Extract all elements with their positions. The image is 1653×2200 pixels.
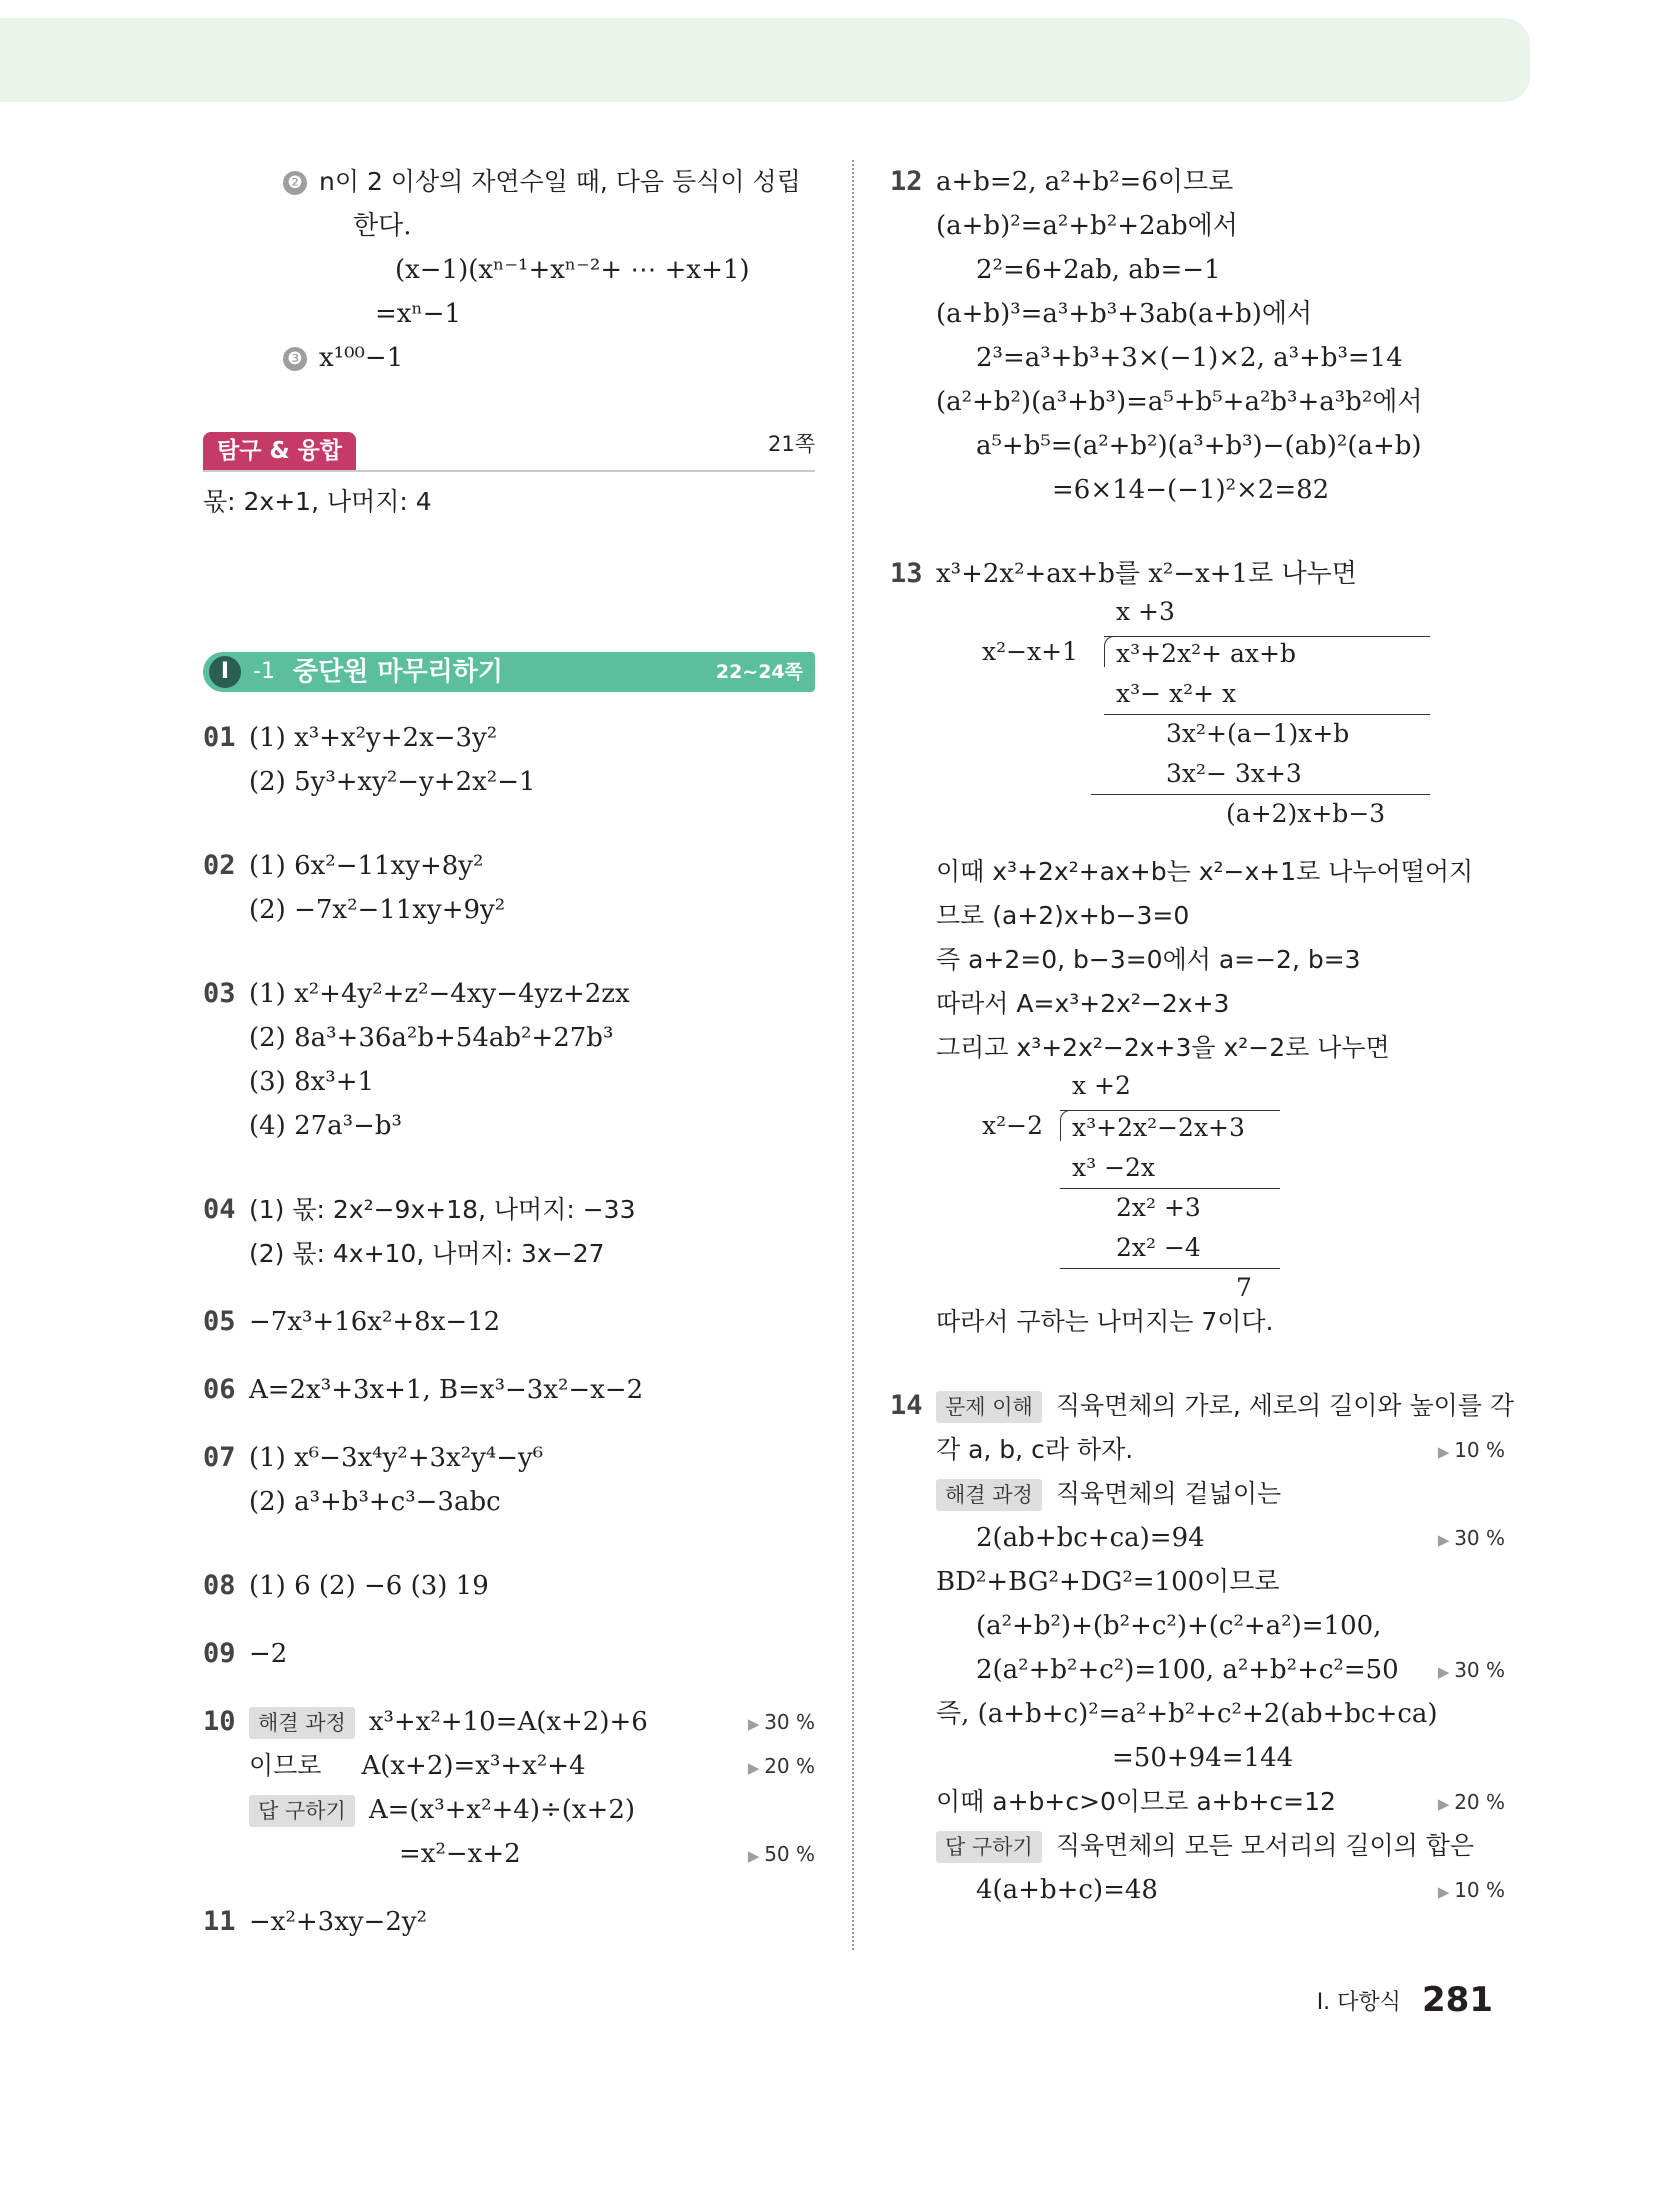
step-tag: 답 구하기 <box>936 1831 1042 1863</box>
explore-page-ref: 21쪽 <box>767 432 815 456</box>
problem-number: 13 <box>890 558 923 589</box>
problem-number: 08 <box>203 1570 236 1601</box>
section-header-bar <box>203 652 815 692</box>
circle-number-3: ❸ <box>283 347 307 371</box>
section-roman-numeral: I <box>209 656 241 688</box>
step-tag: 문제 이해 <box>936 1391 1042 1423</box>
problem-08: 08 (1) 6 (2) −6 (3) 19 <box>203 1564 815 1608</box>
prev-problem-line-4: =xⁿ−1 <box>375 299 462 329</box>
score-percent: ▶ 10 % <box>1438 1868 1505 1914</box>
divisor: x²−2 <box>982 1111 1043 1140</box>
long-division-1: x +3 x²−x+1 x³+2x²+ ax+b x³− x²+ x 3x²+(a−1)x+b 3x²− 3x+3 (a+2)x+b−3 <box>936 596 1536 826</box>
section-number: -1 <box>253 659 275 684</box>
step-tag: 해결 과정 <box>249 1707 355 1739</box>
explore-badge: 탐구 & 융합 <box>203 432 356 470</box>
dividend: x³+2x²+ ax+b <box>1116 639 1296 668</box>
problem-12: 12 a+b=2, a²+b²=6이므로 (a+b)²=a²+b²+2ab에서 2²=6+2ab, ab=−1 (a+b)³=a³+b³+3ab(a+b)에서 2³=a³+b³+3×(−1)×2, a³+b³=14 (a²+b²)(a³+b³)=a⁵+b⁵+a²b³+a³b²에서 a⁵+b⁵=(a²+b²)(a³+b³)−(ab)²(a+b) =6×14−(−1)²×2=82 <box>890 160 1505 512</box>
problem-number: 07 <box>203 1442 236 1473</box>
problem-03: 03 (1) x²+4y²+z²−4xy−4yz+2zx (2) 8a³+36a²b+54ab²+27b³ (3) 8x³+1 (4) 27a³−b³ <box>203 972 815 1148</box>
problem-05: 05 −7x³+16x²+8x−12 <box>203 1300 815 1344</box>
top-header-band <box>0 18 1530 102</box>
score-percent: ▶ 20 % <box>1438 1780 1505 1826</box>
problem-number: 05 <box>203 1306 236 1337</box>
problem-06: 06 A=2x³+3x+1, B=x³−3x²−x−2 <box>203 1368 815 1412</box>
score-percent: ▶ 10 % <box>1438 1428 1505 1474</box>
section-pages: 22~24쪽 <box>715 661 803 683</box>
prev-problem-line-1: ❷ n이 2 이상의 자연수일 때, 다음 등식이 성립 <box>283 160 815 204</box>
score-percent: ▶ 30 % <box>1438 1516 1505 1562</box>
score-percent: ▶ 20 % <box>748 1744 815 1790</box>
score-percent: ▶ 50 % <box>748 1832 815 1878</box>
problem-number: 14 <box>890 1390 923 1421</box>
problem-01: 01 (1) x³+x²y+2x−3y² (2) 5y³+xy²−y+2x²−1 <box>203 716 815 804</box>
page-number: 281 <box>1422 1980 1493 2020</box>
problem-number: 10 <box>203 1706 236 1737</box>
prev-problem-line-3: (x−1)(xⁿ⁻¹+xⁿ⁻²+ ⋯ +x+1) <box>395 255 750 285</box>
score-percent: ▶ 30 % <box>748 1700 815 1746</box>
score-percent: ▶ 30 % <box>1438 1648 1505 1694</box>
right-column <box>890 160 1515 1912</box>
explore-header <box>203 428 815 472</box>
circle-number-2: ❷ <box>283 171 307 195</box>
chapter-label: I. 다항식 <box>1316 1989 1401 2015</box>
problem-14: 14 문제 이해 직육면체의 가로, 세로의 길이와 높이를 각 각 a, b, c라 하자. ▶ 10 % 해결 과정 직육면체의 겉넓이는 2(ab+bc+ca)=94 ▶ 30 % BD²+BG²+DG²=100이므로 (a²+b²)+(b²+c²)+(c²+a²)=100, 2(a²+b²+c²)=100, a²+b²+c²=50 ▶ 30 % 즉, (a+b+c)²=a²+b²+c²+2(ab+bc+ca) =50+94=144 이때 a+b+c>0이므로 a+b+c=12 ▶ 20 % 답 구하기 직육면체의 모든 모서리의 길이의 합은 4(a+b+c)=48 ▶ 10 % <box>890 1384 1505 1912</box>
problem-07: 07 (1) x⁶−3x⁴y²+3x²y⁴−y⁶ (2) a³+b³+c³−3abc <box>203 1436 815 1524</box>
prev-problem-line-5: ❸ x¹⁰⁰−1 <box>283 336 815 380</box>
left-column <box>203 160 815 1944</box>
step-tag: 해결 과정 <box>936 1479 1042 1511</box>
column-divider <box>852 160 854 1950</box>
problem-13: 13 x³+2x²+ax+b를 x²−x+1로 나누면 x +3 x²−x+1 x³+2x²+ ax+b x³− x²+ x 3x²+(a−1)x+b 3x²− 3x+3 (a+2)x+b−3 이때 x³+2x²+ax+b는 x²−x+1로 나누어떨어지 므로 (a+2)x+b−3=0 즉 a+2=0, b−3=0에서 a=−2, b=3 따라서 A=x³+2x²−2x+3 그리고 x³+2x²−2x+3을 x²−2로 나누면 x +2 x²−2 x³+2x²−2x+3 x³ −2x 2x² +3 2x² −4 7 따라서 구하는 나머지는 7이다. <box>890 552 1505 1344</box>
problem-04: 04 (1) 몫: 2x²−9x+18, 나머지: −33 (2) 몫: 4x+10, 나머지: 3x−27 <box>203 1188 815 1276</box>
prev-problem-line-2: 한다. <box>353 211 412 241</box>
page-footer <box>1317 1980 1493 2020</box>
problem-number: 02 <box>203 850 236 881</box>
problem-number: 03 <box>203 978 236 1009</box>
long-division-2: x +2 x²−2 x³+2x²−2x+3 x³ −2x 2x² +3 2x² −4 7 <box>936 1070 1536 1300</box>
problem-11: 11 −x²+3xy−2y² <box>203 1900 815 1944</box>
problem-number: 11 <box>203 1906 236 1937</box>
step-tag: 답 구하기 <box>249 1795 355 1827</box>
dividend: x³+2x²−2x+3 <box>1072 1113 1245 1142</box>
section-title: 중단원 마무리하기 <box>293 657 503 687</box>
explore-answer: 몫: 2x+1, 나머지: 4 <box>203 487 432 516</box>
problem-02: 02 (1) 6x²−11xy+8y² (2) −7x²−11xy+9y² <box>203 844 815 932</box>
problem-10: 10 해결 과정 x³+x²+10=A(x+2)+6 ▶ 30 % 이므로 A(x+2)=x³+x²+4 ▶ 20 % 답 구하기 A=(x³+x²+4)÷(x+2) =x²−x+2 ▶ 50 % <box>203 1700 815 1876</box>
problem-number: 06 <box>203 1374 236 1405</box>
problem-number: 04 <box>203 1194 236 1225</box>
problem-number: 09 <box>203 1638 236 1669</box>
problem-number: 12 <box>890 166 923 197</box>
problem-number: 01 <box>203 722 236 753</box>
divisor: x²−x+1 <box>982 637 1079 666</box>
problem-09: 09 −2 <box>203 1632 815 1676</box>
